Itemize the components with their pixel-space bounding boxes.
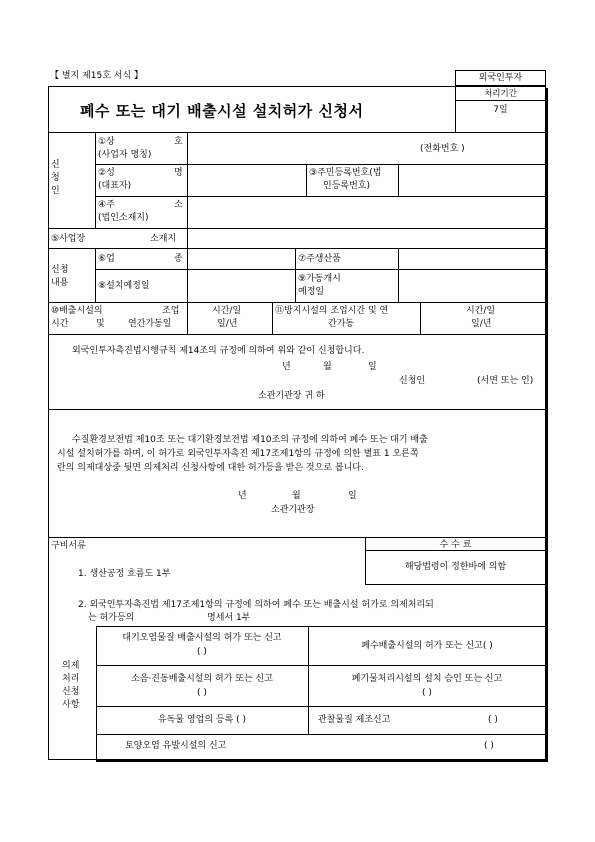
install-date-label: ⑧설치예정일 — [98, 281, 150, 291]
observed-substance-check: ( ) — [488, 715, 498, 725]
toxic-business-registration-label: 유독물 영업의 등록 ( ) — [157, 715, 247, 725]
prevention-hours-unit-2: 일/년 — [471, 319, 492, 329]
declaration-month: 월 — [323, 362, 332, 372]
processing-period-label: 처리기간 — [484, 89, 517, 99]
sign-method-label: (서면 또는 인) — [477, 376, 534, 386]
declaration-day: 일 — [368, 362, 377, 372]
deemed-section-label-3: 신청 — [62, 687, 80, 697]
address-label: ④주 — [98, 200, 115, 210]
resident-number-label: ③주민등록번호(법 — [309, 168, 382, 178]
request-section-label-1: 신청 — [51, 265, 69, 275]
declaration-statement: 외국인투자촉진법시행규칙 제14조의 규정에 의하여 위와 같이 신청합니다. — [72, 346, 365, 356]
main-product-label: ⑦주생산품 — [298, 254, 341, 264]
document-item-2-line-2b: 명세서 1부 — [207, 613, 251, 623]
site-location-label-tail: 소재지 — [150, 234, 177, 244]
prevention-hours-label-2: 간가동 — [328, 319, 355, 329]
notice-line-1: 수질환경보전법 제10조 또는 대기환경보전법 제10조의 규정에 의하여 폐수 또는 대기 배출 — [72, 435, 428, 445]
notice-authority: 소관기관장 — [271, 505, 315, 515]
resident-number-sublabel: 인등록번호) — [323, 181, 370, 191]
document-item-2-line-1: 2. 외국인투자촉진법 제17조제1항의 규정에 의하여 폐수 또는 배출시설 허가로 의제처리되 — [78, 600, 434, 610]
address-sublabel: (법인소재지) — [98, 213, 149, 223]
category-label: 외국인투자 — [478, 73, 523, 83]
notice-line-2: 시설 설치허가를 하며, 이 허가로 외국인투자촉진 제17조제1항의 규정에 의한 별표 1 오른쪽 — [57, 449, 419, 459]
request-section-label-2: 내용 — [51, 278, 69, 288]
applicant-section-label-1: 신 — [51, 160, 60, 170]
phone-number-label: (전화번호 ) — [420, 144, 465, 154]
soil-pollution-report-check: ( ) — [484, 741, 494, 751]
notice-year: 년 — [238, 491, 247, 501]
fee-value: 해당법령이 정한바에 의함 — [404, 562, 507, 572]
waste-facility-approval-label: 폐기물처리시설의 설치 승인 또는 신고 — [351, 674, 503, 684]
frame-shadow-bottom — [96, 760, 548, 762]
emission-hours-unit-2: 일/년 — [217, 319, 238, 329]
site-location-label: ⑤사업장 — [51, 234, 86, 244]
name-label-tail: 명 — [174, 168, 183, 178]
soil-pollution-report-label: 토양오염 유발시설의 신고 — [125, 741, 227, 751]
fee-header: 수 수 료 — [439, 540, 472, 550]
wastewater-permit-label: 폐수배출시설의 허가 또는 신고( ) — [361, 641, 493, 651]
form-number-label: 【 별지 제15호 서식 】 — [50, 71, 144, 81]
deemed-section-label-4: 사항 — [62, 700, 80, 710]
industry-label-tail: 종 — [174, 254, 183, 264]
industry-label: ⑥업 — [98, 254, 115, 264]
applicant-section-label-2: 청 — [51, 173, 60, 183]
applicant-section-label-3: 인 — [51, 186, 60, 196]
noise-vibration-permit-check: ( ) — [197, 688, 207, 698]
emission-hours-label-1b: 조업 — [162, 306, 180, 316]
prevention-hours-label-1: ⑪방지시설의 조업시간 및 연 — [275, 306, 389, 316]
deemed-section-label-1: 의제 — [62, 661, 80, 671]
document-item-1: 1. 생산공정 흐름도 1부 — [78, 569, 171, 579]
notice-month: 월 — [292, 491, 301, 501]
business-name-label: ①상 — [98, 137, 115, 147]
applicant-sign-label: 신청인 — [399, 376, 426, 386]
recipient-label: 소관기관장 귀 하 — [258, 391, 325, 401]
emission-hours-label-2b: 및 — [96, 319, 105, 329]
observed-substance-label: 관찰물질 제조신고 — [318, 715, 391, 725]
air-emission-permit-check: ( ) — [197, 647, 207, 657]
name-sublabel: (대표자) — [98, 181, 132, 191]
declaration-year: 년 — [282, 362, 291, 372]
emission-hours-label-2c: 연간가동일 — [128, 319, 172, 329]
operation-date-sublabel: 예정일 — [298, 287, 325, 297]
notice-day: 일 — [348, 491, 357, 501]
prevention-hours-unit-1: 시간/일 — [466, 306, 496, 316]
business-name-sublabel: (사업자 명칭) — [98, 150, 152, 160]
deemed-section-label-2: 처리 — [62, 674, 80, 684]
emission-hours-unit-1: 시간/일 — [212, 306, 242, 316]
notice-line-3: 란의 의제대상중 뒷면 의제처리 신청사항에 대한 허가등을 받은 것으로 봅니다. — [57, 463, 364, 473]
page-title: 폐수 또는 대기 배출시설 설치허가 신청서 — [80, 102, 364, 120]
required-documents-header: 구비서류 — [51, 541, 86, 551]
processing-period-value: 7일 — [493, 105, 508, 115]
business-name-label-tail: 호 — [174, 137, 183, 147]
emission-hours-label-1a: ⑩배출시설의 — [51, 306, 103, 316]
name-label: ②성 — [98, 168, 115, 178]
air-emission-permit-label: 대기오염물질 배출시설의 허가 또는 신고 — [122, 633, 282, 643]
emission-hours-label-2a: 시간 — [51, 319, 69, 329]
address-label-tail: 소 — [174, 200, 183, 210]
operation-date-label: ⑨가동개시 — [298, 274, 341, 284]
waste-facility-approval-check: ( ) — [422, 688, 432, 698]
document-item-2-line-2a: 는 허가등의 — [88, 613, 135, 623]
noise-vibration-permit-label: 소음·진동배출시설의 허가 또는 신고 — [131, 674, 273, 684]
frame-shadow-right — [546, 88, 548, 762]
